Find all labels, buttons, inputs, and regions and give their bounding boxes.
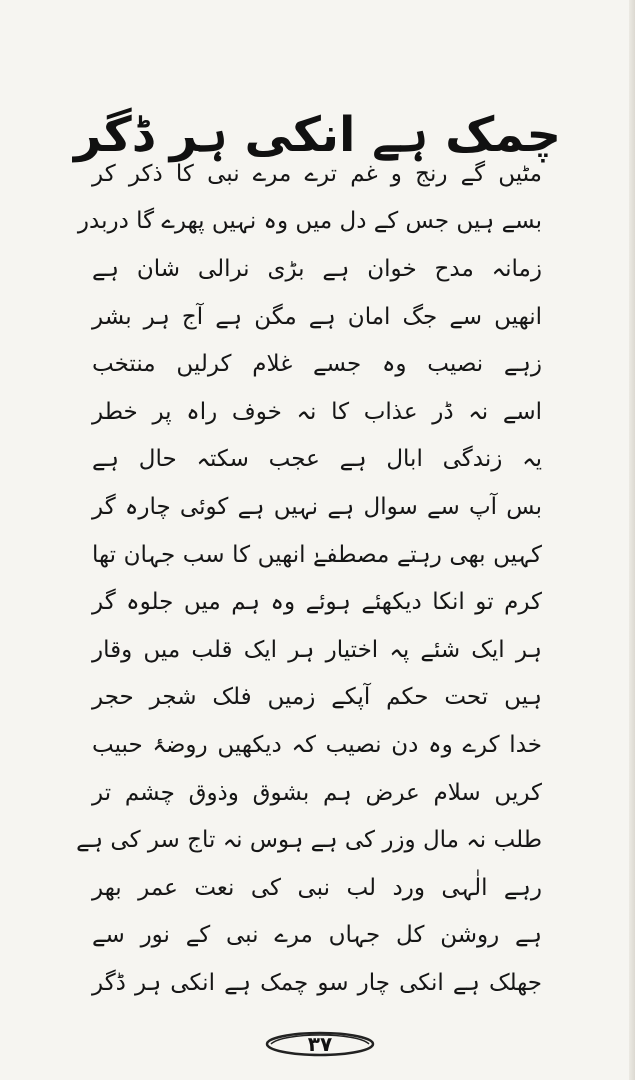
verse-line (92, 245, 542, 293)
poem-verses (76, 150, 542, 1010)
verse-text: ہیں تحت حکم آپکے زمیں فلک شجر حجر (92, 684, 542, 711)
verse-text: ہر ایک شئے پہ اختیار ہر ایک قلب میں وقار (92, 636, 542, 663)
verse-line (92, 388, 542, 436)
verse-line (76, 816, 542, 864)
page-number: ۳۷ (307, 1032, 333, 1056)
verse-line (92, 531, 542, 579)
verse-line (92, 436, 542, 484)
verse-text: کریں سلام عرض ہم بشوق وذوق چشم تر (92, 779, 542, 806)
verse-text: بسے ہیں جس کے دل میں وہ نہیں پھرے گا دربدر (77, 208, 542, 235)
verse-text: انھیں سے جگ امان ہے مگن ہے آج ہر بشر (92, 303, 542, 330)
verse-line (92, 769, 542, 817)
verse-text: اسے نہ ڈر عذاب کا نہ خوف راہ پر خطر (92, 398, 542, 425)
verse-text: خدا کرے وہ دن نصیب کہ دیکھیں روضۂ حبیب (92, 731, 542, 758)
verse-text: رہے الٰہی ورد لب نبی کی نعت عمر بھر (92, 874, 542, 901)
verse-line (92, 340, 542, 388)
verse-line (92, 721, 542, 769)
verse-text: مٹیں گے رنج و غم ترے مرے نبی کا ذکر کر (92, 160, 542, 187)
verse-line (92, 912, 542, 960)
verse-text: بس آپ سے سوال ہے نہیں ہے کوئی چارہ گر (92, 493, 542, 520)
verse-line (92, 578, 542, 626)
verse-text: ہے روشن کل جہاں مرے نبی کے نور سے (92, 922, 542, 949)
verse-line (92, 864, 542, 912)
page-number-badge (263, 1028, 377, 1060)
poem-title: چمک ہے انکی ہر ڈگر (73, 107, 562, 164)
verse-text: جھلک ہے انکی چار سو چمک ہے انکی ہر ڈگر (92, 969, 542, 996)
verse-text: طلب نہ مال وزر کی ہے ہوس نہ تاج سر کی ہے (76, 827, 542, 854)
verse-line (92, 483, 542, 531)
verse-text: کہیں بھی رہتے مصطفےٰ انھیں کا سب جہان تھا (92, 541, 542, 568)
verse-line (92, 626, 542, 674)
verse-text: زمانہ مدح خوان ہے بڑی نرالی شان ہے (92, 255, 542, 282)
verse-line (92, 674, 542, 722)
verse-line (92, 293, 542, 341)
verse-text: زہے نصیب وہ جسے غلام کرلیں منتخب (92, 351, 542, 378)
verse-text: یہ زندگی ابال ہے عجب سکتہ حال ہے (92, 446, 542, 473)
verse-text: کرم تو انکا دیکھئے ہوئے وہ ہم میں جلوہ گر (92, 589, 542, 616)
verse-line (92, 959, 542, 1007)
verse-line (92, 150, 542, 198)
verse-line (77, 198, 542, 246)
